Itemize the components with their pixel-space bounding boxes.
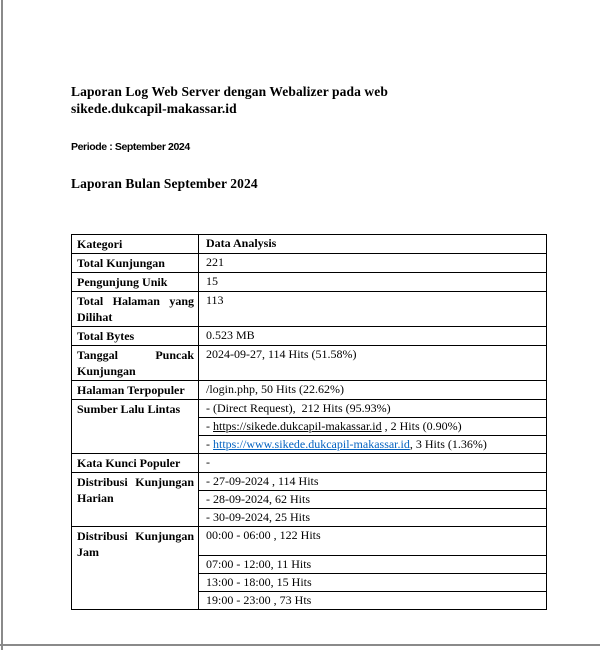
- value-cell: [199, 418, 547, 436]
- value-text: 0.523 MB: [206, 328, 255, 342]
- value-cell: [199, 254, 547, 273]
- referrer-url-underlined: https://sikede.dukcapil-makassar.id: [213, 419, 382, 433]
- value-text: - (Direct Request), 212 Hits (95.93%): [206, 401, 391, 415]
- value-cell: [199, 400, 547, 418]
- report-table: [71, 234, 547, 610]
- value-cell: [199, 436, 547, 454]
- category-cell: Kata Kunci Populer: [72, 454, 199, 473]
- value-cell: [199, 592, 547, 610]
- table-header-row: [72, 235, 547, 254]
- value-text: - 30-09-2024, 25 Hits: [206, 510, 310, 524]
- value-cell: [199, 454, 547, 473]
- section-title: Laporan Bulan September 2024: [71, 176, 258, 191]
- table-row: [72, 273, 547, 292]
- document-content: [71, 0, 549, 610]
- table-row: [72, 527, 547, 556]
- page-edge-bottom-line: [0, 644, 600, 646]
- table-row: [72, 254, 547, 273]
- document-title-line1: Laporan Log Web Server dengan Webalizer pada web: [71, 84, 388, 99]
- value-cell: [199, 273, 547, 292]
- value-text: 2024-09-27, 114 Hits (51.58%): [206, 347, 357, 361]
- table-row: [72, 292, 547, 327]
- value-cell: [199, 381, 547, 400]
- category-cell: Distribusi Kunjungan Harian: [72, 473, 199, 527]
- value-text: -: [206, 437, 213, 451]
- category-cell: Distribusi Kunjungan Jam: [72, 527, 199, 610]
- value-text: -: [206, 455, 210, 469]
- value-cell: [199, 556, 547, 574]
- table-row: [72, 346, 547, 381]
- category-cell: Total Halaman yang Dilihat: [72, 292, 199, 327]
- value-text: , 3 Hits (1.36%): [409, 437, 487, 451]
- table-row: [72, 327, 547, 346]
- value-text: 113: [206, 293, 224, 307]
- value-text: - 28-09-2024, 62 Hits: [206, 492, 310, 506]
- category-cell: Pengunjung Unik: [72, 273, 199, 292]
- column-header-kategori: Kategori: [72, 235, 199, 254]
- value-text: 00:00 - 06:00 , 122 Hits: [206, 528, 321, 542]
- value-cell: [199, 574, 547, 592]
- table-row: [72, 454, 547, 473]
- document-title-line2: sikede.dukcapil-makassar.id: [71, 101, 237, 116]
- value-text: , 2 Hits (0.90%): [381, 419, 462, 433]
- category-cell: Total Bytes: [72, 327, 199, 346]
- category-cell: Sumber Lalu Lintas: [72, 400, 199, 454]
- value-text: 15: [206, 274, 218, 288]
- page-edge-left-line: [1, 0, 3, 650]
- periode-label: Periode : September 2024: [71, 141, 190, 153]
- value-text: 13:00 - 18:00, 15 Hits: [206, 575, 312, 589]
- value-text: /login.php, 50 Hits (22.62%): [206, 382, 344, 396]
- table-row: [72, 400, 547, 418]
- value-cell: [199, 509, 547, 527]
- value-text: -: [206, 419, 213, 433]
- table-row: [72, 473, 547, 491]
- category-cell: Tanggal Puncak Kunjungan: [72, 346, 199, 381]
- value-cell: [199, 491, 547, 509]
- column-header-data-analysis: Data Analysis: [199, 235, 547, 254]
- document-title: [71, 83, 549, 117]
- value-text: 221: [206, 255, 224, 269]
- value-cell: [199, 327, 547, 346]
- value-text: - 27-09-2024 , 114 Hits: [206, 474, 319, 488]
- referrer-url-link[interactable]: https://www.sikede.dukcapil-makassar.id: [213, 437, 410, 451]
- category-cell: Halaman Terpopuler: [72, 381, 199, 400]
- category-cell: Total Kunjungan: [72, 254, 199, 273]
- value-cell: [199, 346, 547, 381]
- table-row: [72, 381, 547, 400]
- value-text: 07:00 - 12:00, 11 Hits: [206, 557, 312, 571]
- value-cell: [199, 473, 547, 491]
- value-cell: [199, 292, 547, 327]
- value-text: 19:00 - 23:00 , 73 Hts: [206, 593, 312, 607]
- value-cell: [199, 527, 547, 556]
- report-table-body: [72, 254, 547, 610]
